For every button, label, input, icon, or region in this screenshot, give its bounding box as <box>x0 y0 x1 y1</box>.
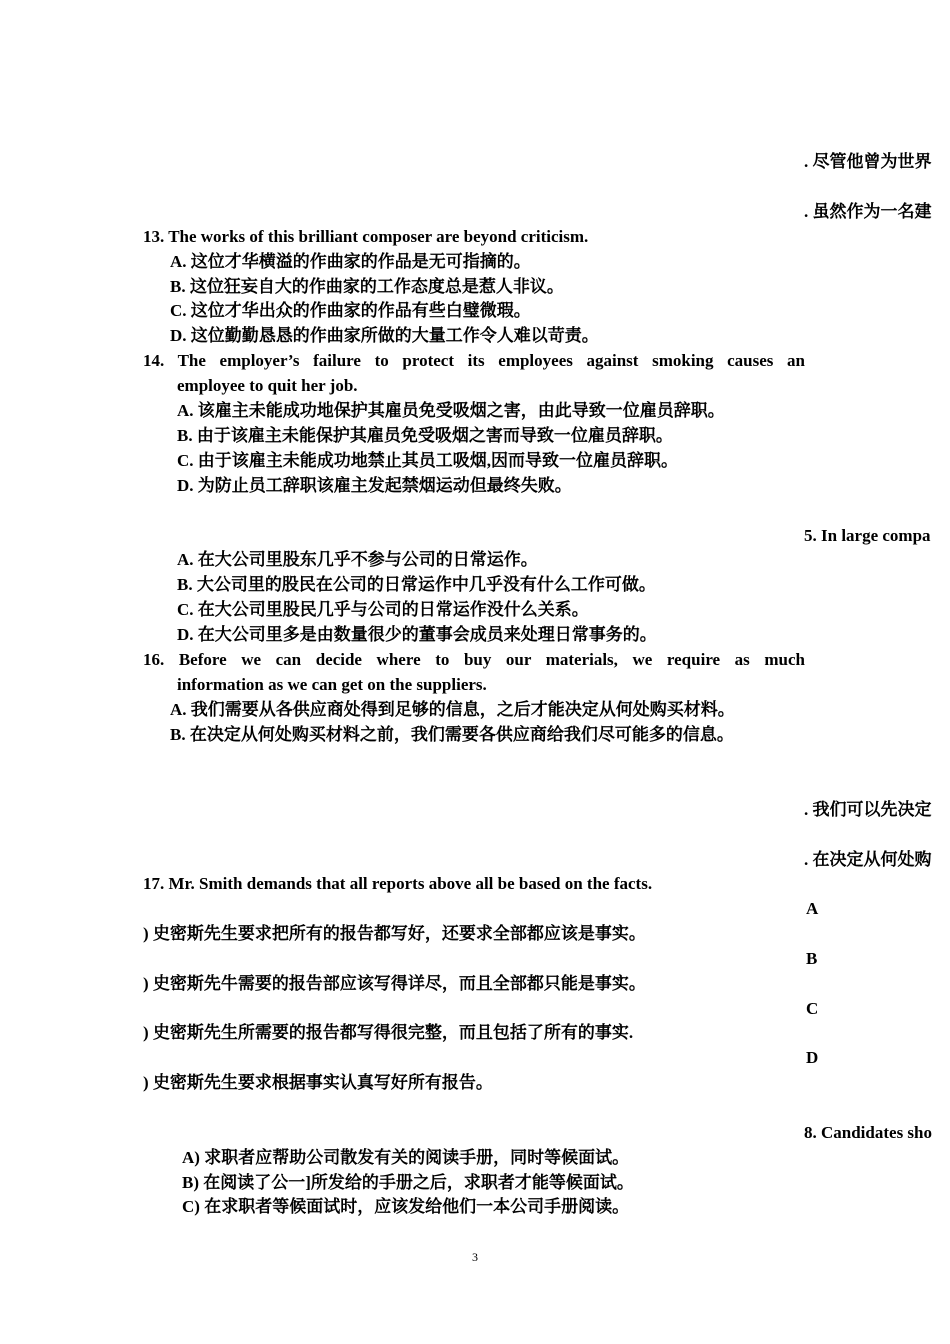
option-14-a: A. 该雇主未能成功地保护其雇员免受吸烟之害，由此导致一位雇员辞职。 <box>177 401 725 420</box>
right-margin-fragment: 8. Candidates sho <box>804 1123 933 1142</box>
option-18-c: C) 在求职者等候面试时，应该发给他们一本公司手册阅读。 <box>182 1197 630 1216</box>
right-margin-fragment: . 尽管他曾为世界 <box>804 152 932 171</box>
option-14-c: C. 由于该雇主未能成功地禁止其员工吸烟,因而导致一位雇员辞职。 <box>177 451 679 470</box>
right-margin-letter: A <box>806 899 819 918</box>
option-14-b: B. 由于该雇主未能保护其雇员免受吸烟之害而导致一位雇员辞职。 <box>177 426 673 445</box>
question-17: 17. Mr. Smith demands that all reports above all be based on the facts. <box>143 874 653 893</box>
option-18-a: A) 求职者应帮助公司散发有关的阅读手册，同时等候面试。 <box>182 1148 630 1167</box>
question-14-line-2: employee to quit her job. <box>177 376 358 395</box>
option-17-b: ) 史密斯先牛需要的报告部应该写得详尽，而且全部都只能是事实。 <box>143 974 646 993</box>
question-16-line-2: information as we can get on the suppliers. <box>177 675 487 694</box>
option-16-a: A. 我们需要从各供应商处得到足够的信息，之后才能决定从何处购买材料。 <box>170 700 735 719</box>
option-13-c: C. 这位才华出众的作曲家的作品有些白璧微瑕。 <box>170 301 531 320</box>
right-margin-fragment: 5. In large compa <box>804 526 931 545</box>
option-13-a: A. 这位才华横溢的作曲家的作品是无可指摘的。 <box>170 252 531 271</box>
option-17-d: ) 史密斯先生要求根据事实认真写好所有报告。 <box>143 1073 493 1092</box>
option-13-b: B. 这位狂妄自大的作曲家的工作态度总是惹人非议。 <box>170 277 564 296</box>
right-margin-fragment: . 在决定从何处购 <box>804 850 932 869</box>
option-17-a: ) 史密斯先生要求把所有的报告都写好，还要求全部都应该是事实。 <box>143 924 646 943</box>
right-margin-letter: D <box>806 1048 819 1067</box>
option-16-b: B. 在决定从何处购买材料之前，我们需要各供应商给我们尽可能多的信息。 <box>170 725 734 744</box>
question-16-line-1: 16. Before we can decide where to buy our materials, we require as much <box>143 650 805 669</box>
right-margin-letter: B <box>806 949 818 968</box>
option-13-d: D. 这位勤勤恳恳的作曲家所做的大量工作令人难以苛责。 <box>170 326 599 345</box>
right-margin-letter: C <box>806 999 819 1018</box>
option-15-c: C. 在大公司里股民几乎与公司的日常运作没什么关系。 <box>177 600 589 619</box>
right-margin-fragment: . 虽然作为一名建 <box>804 202 932 221</box>
question-14-line-1: 14. The employer’s failure to protect its employees against smoking causes an <box>143 351 805 370</box>
option-14-d: D. 为防止员工辞职该雇主发起禁烟运动但最终失败。 <box>177 476 572 495</box>
option-15-d: D. 在大公司里多是由数量很少的董事会成员来处理日常事务的。 <box>177 625 657 644</box>
question-13: 13. The works of this brilliant composer are beyond criticism. <box>143 227 589 246</box>
option-15-b: B. 大公司里的股民在公司的日常运作中几乎没有什么工作可做。 <box>177 575 656 594</box>
right-margin-fragment: . 我们可以先决定 <box>804 800 932 819</box>
option-18-b: B) 在阅读了公一]所发给的手册之后，求职者才能等候面试。 <box>182 1173 634 1192</box>
option-15-a: A. 在大公司里股东几乎不参与公司的日常运作。 <box>177 550 538 569</box>
page-number: 3 <box>472 1250 478 1264</box>
option-17-c: ) 史密斯先生所需要的报告都写得很完整，而且包括了所有的事实. <box>143 1023 634 1042</box>
